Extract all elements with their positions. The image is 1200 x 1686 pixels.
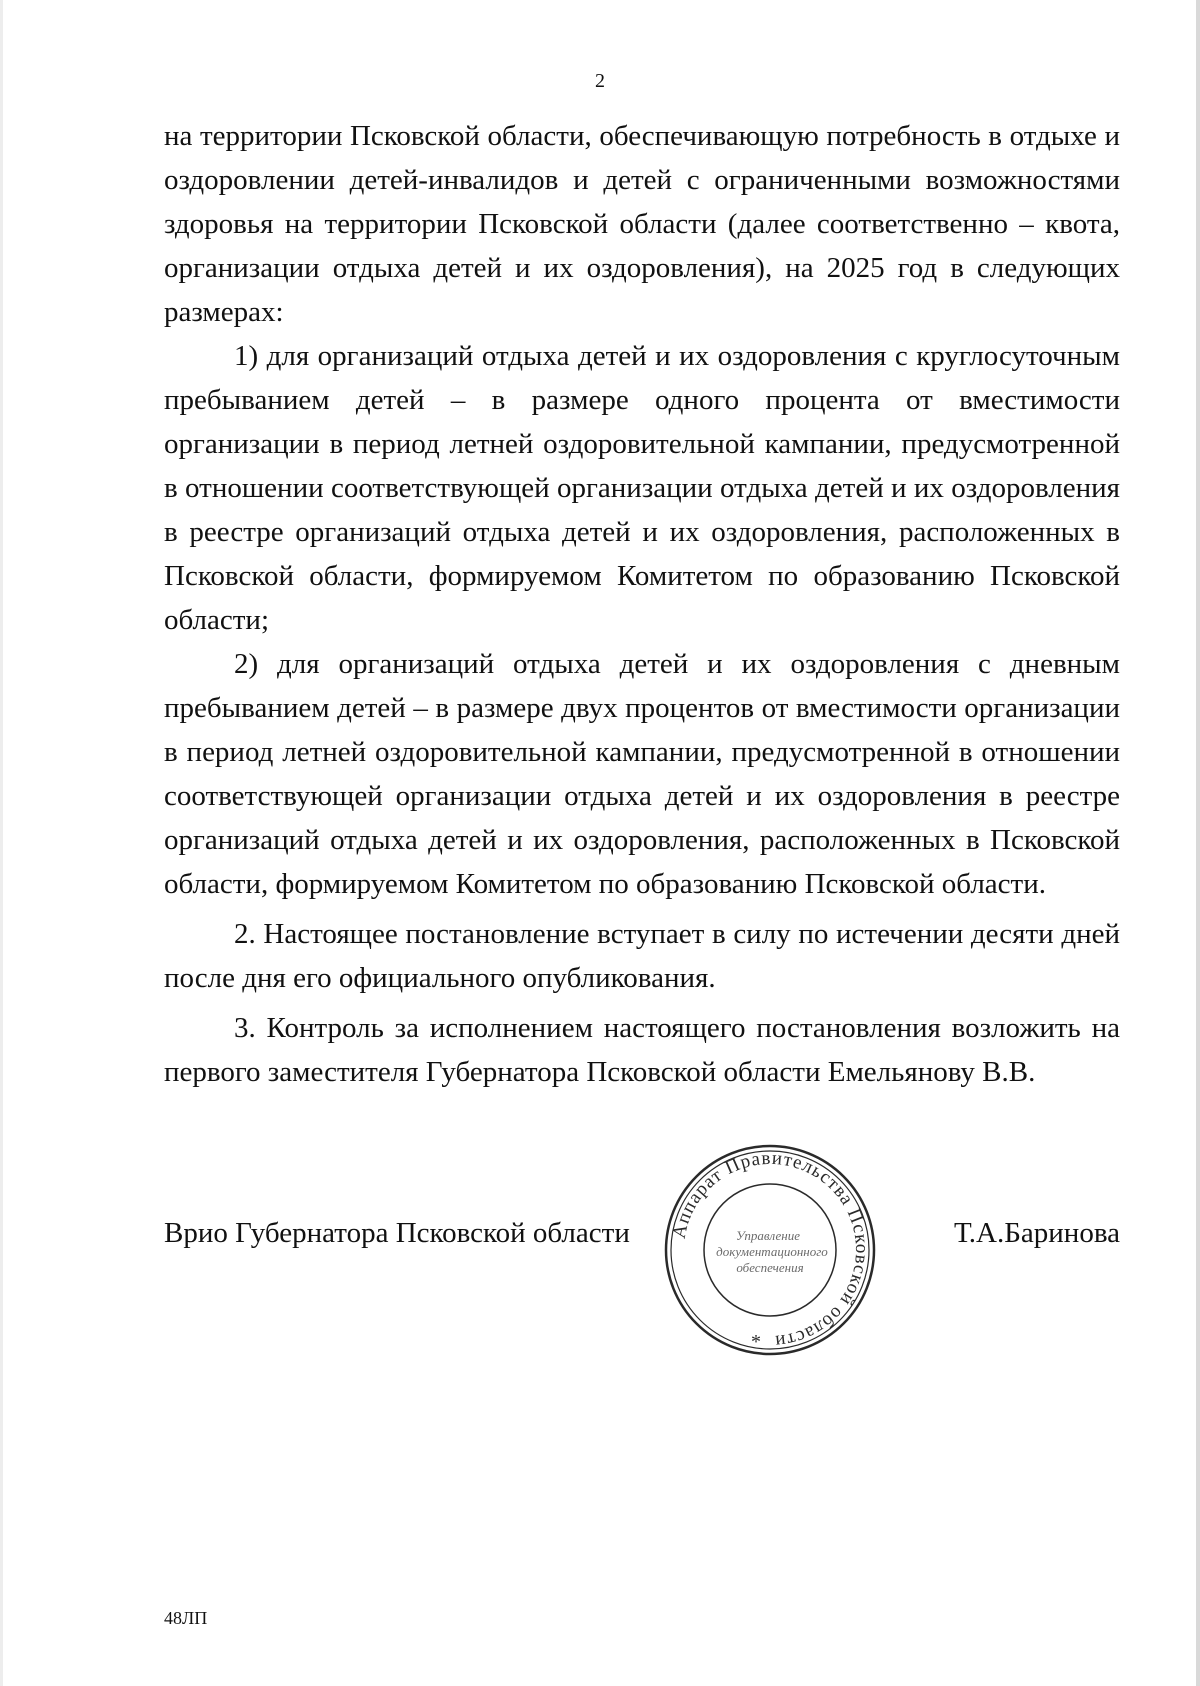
seal-star: *	[751, 1331, 761, 1353]
paragraph-clause-3: 3. Контроль за исполнением настоящего постановления возложить на первого заместителя Губернатора Псковской области Емельянову В.В.	[164, 1012, 1120, 1088]
page-edge-left	[0, 0, 3, 1686]
paragraph-item-2: 2) для организаций отдыха детей и их оздоровления с дневным пребыванием детей – в размере двух процентов от вместимости организации в период летней оздоровительной кампании, предусмотренной в отношении соответствующей организации отдыха детей и их оздоровления в реестре организаций отдыха детей и их оздоровления, расположенных в Псковской области, формируемом Комитетом по образованию Псковской области.	[164, 648, 1120, 900]
document-code: 48ЛП	[164, 1608, 208, 1628]
paragraph-item-1: 1) для организаций отдыха детей и их оздоровления с круглосуточным пребыванием детей – в размере одного процента от вместимости организации в период летней оздоровительной кампании, предусмотренной в отношении соответствующей организации отдыха детей и их оздоровления в реестре организаций отдыха детей и их оздоровления, расположенных в Псковской области, формируемом Комитетом по образованию Псковской области;	[164, 340, 1120, 636]
seal-inner-line-3: обеспечения	[736, 1260, 804, 1275]
signatory-title: Врио Губернатора Псковской области	[164, 1217, 630, 1249]
seal-inner-line-2: документационного	[716, 1244, 828, 1259]
page-number: 2	[595, 70, 605, 92]
document-body	[164, 114, 1120, 1094]
paragraph-continuation: на территории Псковской области, обеспечивающую потребность в отдыхе и оздоровлении детей-инвалидов и детей с ограниченными возможностями здоровья на территории Псковской области (далее соответственно – квота, организации отдыха детей и их оздоровления), на 2025 год в следующих размерах:	[164, 120, 1120, 328]
signatory-name: Т.А.Баринова	[954, 1217, 1120, 1249]
seal-inner-text	[716, 1228, 828, 1275]
official-seal-stamp	[660, 1140, 880, 1360]
seal-inner-line-1: Управление	[735, 1228, 801, 1243]
page-edge-right	[1196, 0, 1200, 1686]
paragraph-clause-2: 2. Настоящее постановление вступает в силу по истечении десяти дней после дня его официального опубликования.	[164, 918, 1120, 994]
seal-outer-text-path: Аппарат Правительства Псковской области	[668, 1147, 873, 1353]
